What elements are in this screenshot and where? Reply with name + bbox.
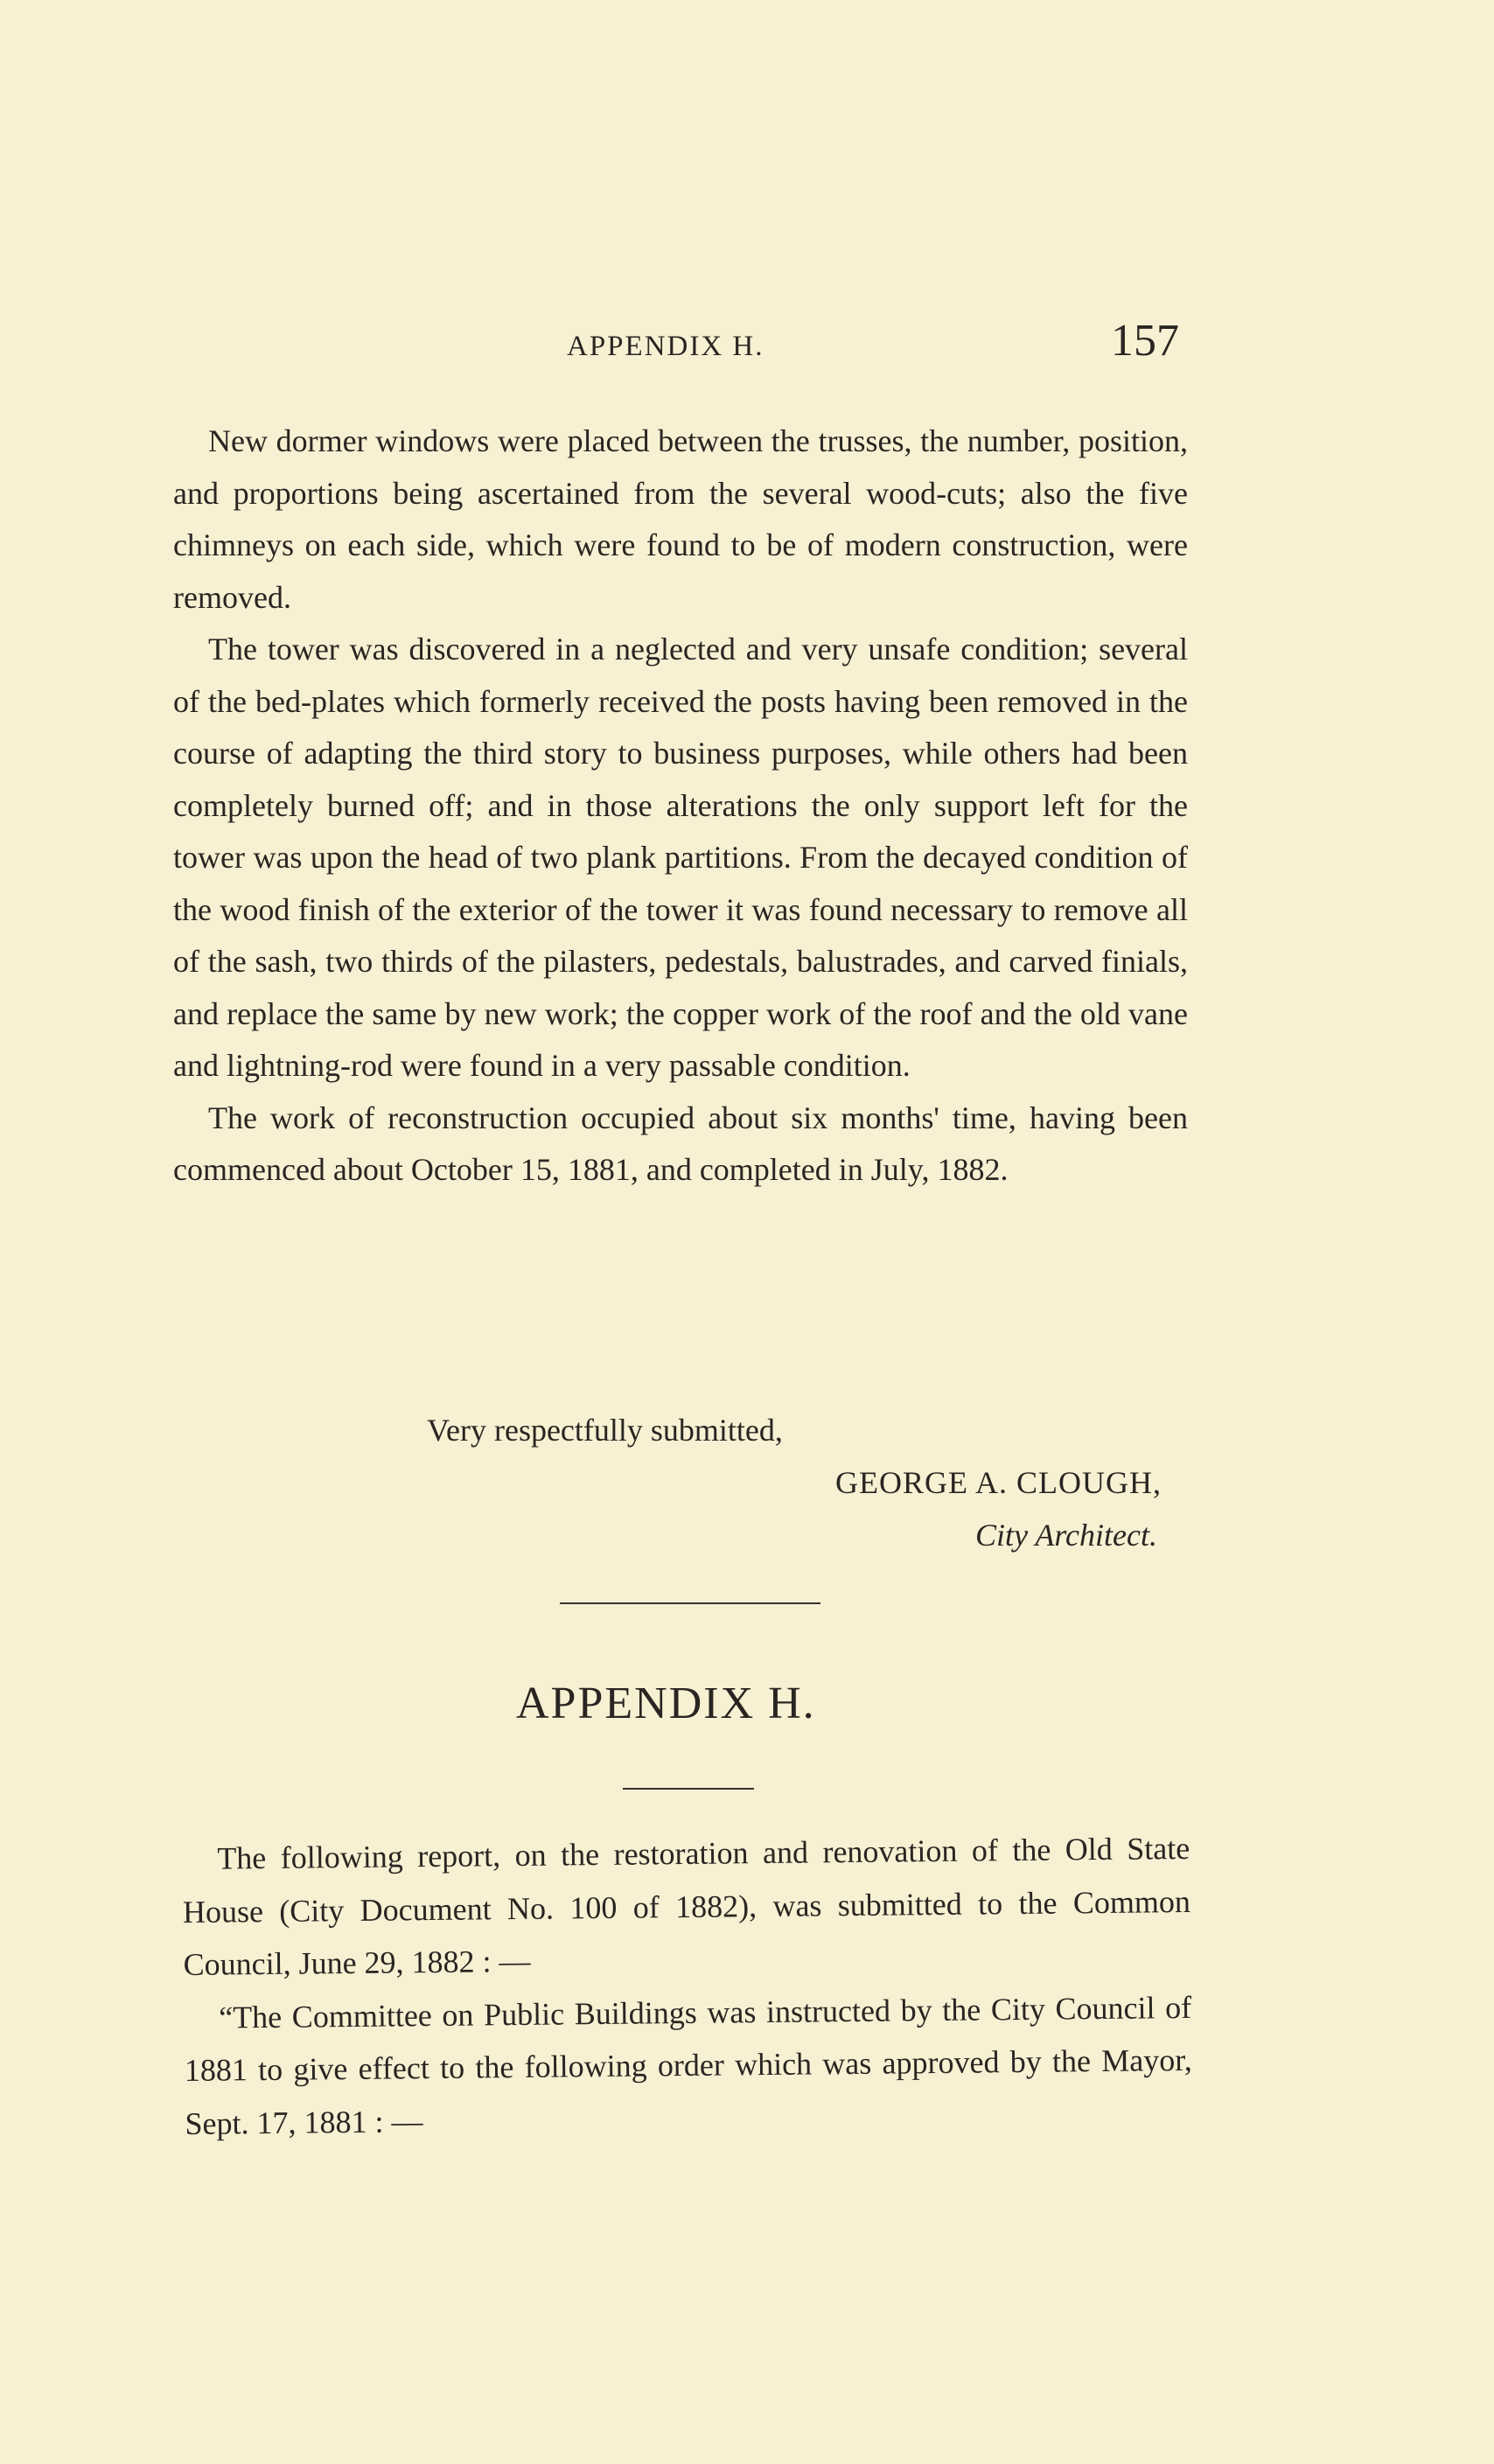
paragraph-tower-condition: The tower was discovered in a neglected and very unsafe condition; several of the bed-plates which formerly received the posts having been removed in the course of adapting the third story to business purposes, while others had been completely burned off; and in those alterations the only support left for the tower was upon the head of two plank partitions. From the decayed condition of the wood finish of the exterior of the tower it was found necessary to remove all of the sash, two thirds of the pilasters, pedestals, balustrades, and carved finials, and replace the same by new work; the copper work of the roof and the old vane and lightning-rod were found in a very passable condition. xyxy=(173,632,1188,1083)
section-divider-rule xyxy=(560,1602,820,1604)
body-text xyxy=(173,415,1188,1197)
paragraph-committee-quote: “The Committee on Public Buildings was instructed by the City Council of 1881 to give effect to the following order which was approved by the Mayor, Sept. 17, 1881 : — xyxy=(184,1989,1192,2141)
page-number: 157 xyxy=(1111,316,1179,366)
running-header xyxy=(173,315,1188,376)
signoff-closing: Very respectfully submitted, xyxy=(427,1413,783,1448)
signoff-name: GEORGE A. CLOUGH, xyxy=(835,1465,1162,1500)
running-header-title: APPENDIX H. xyxy=(567,331,764,362)
paragraph-reconstruction: The work of reconstruction occupied about six months' time, having been commenced about October 15, 1881, and completed in July, 1882. xyxy=(173,1099,1188,1187)
signoff-block xyxy=(173,1404,1188,1561)
section-heading: APPENDIX H. xyxy=(516,1679,816,1728)
section-body-text xyxy=(182,1822,1193,2150)
heading-underline-rule xyxy=(623,1788,754,1790)
paragraph-dormer-windows: New dormer windows were placed between the trusses, the number, position, and proportions being ascertained from the several wood-cuts; also the five chimneys on each side, which were found to be of modern construction, were removed. xyxy=(173,423,1188,615)
signoff-role: City Architect. xyxy=(975,1518,1157,1553)
paragraph-report-intro: The following report, on the restoration and renovation of the Old State House (City Document No. 100 of 1882), was submitted to the Common Council, June 29, 1882 : — xyxy=(182,1830,1191,1982)
